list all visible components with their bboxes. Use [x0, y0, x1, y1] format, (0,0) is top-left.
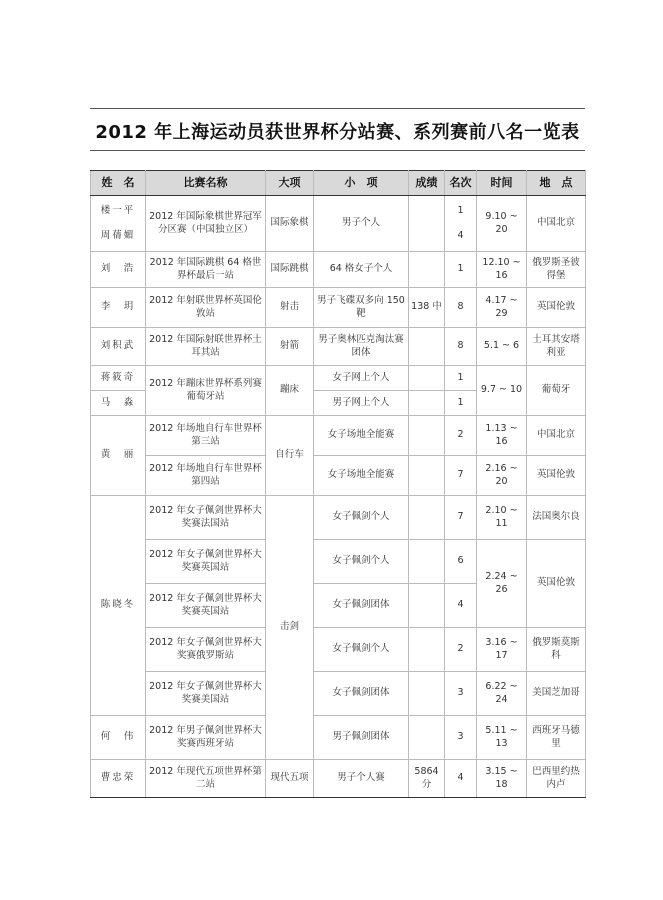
- sport-name: 国际跳棋: [266, 252, 314, 288]
- table-row: [91, 760, 586, 798]
- athlete-name: 蒋筱奇: [91, 366, 146, 391]
- place-value: 英国伦敦: [527, 540, 586, 628]
- place-value: 英国伦敦: [527, 288, 586, 328]
- time-value: 5.11 ~ 13: [477, 716, 527, 760]
- event-name: 2012 年场地自行车世界杯第四站: [146, 456, 266, 496]
- item-name: 女子场地全能赛: [314, 416, 409, 456]
- event-name: 2012 年蹦床世界杯系列赛葡萄牙站: [146, 366, 266, 416]
- place-value: 巴西里约热内卢: [527, 760, 586, 798]
- result-value: [409, 252, 445, 288]
- athlete-name-line: 周蒨媚: [100, 229, 136, 241]
- table-row: [91, 288, 586, 328]
- rank-value: 2: [445, 416, 477, 456]
- sport-name: 国际象棋: [266, 196, 314, 252]
- table-row: [91, 672, 586, 716]
- item-name: 男子奥林匹克淘汰赛团体: [314, 328, 409, 366]
- athlete-name-line: 楼一平: [100, 204, 136, 216]
- rank-value: 8: [445, 288, 477, 328]
- athlete-name: 黄 丽: [91, 416, 146, 496]
- sport-name: 射箭: [266, 328, 314, 366]
- header-name: 姓 名: [91, 171, 146, 196]
- event-name: 2012 年女子佩剑世界杯大奖赛英国站: [146, 584, 266, 628]
- athlete-name: 李 玥: [91, 288, 146, 328]
- result-value: [409, 391, 445, 416]
- rank-value: 1: [445, 366, 477, 391]
- time-value: 3.16 ~ 17: [477, 628, 527, 672]
- event-name: 2012 年国际跳棋 64 格世界杯最后一站: [146, 252, 266, 288]
- event-name: 2012 年国际射联世界杯土耳其站: [146, 328, 266, 366]
- header-place: 地 点: [527, 171, 586, 196]
- result-value: [409, 540, 445, 584]
- table-row: [91, 540, 586, 584]
- result-value: [409, 584, 445, 628]
- result-value: [409, 628, 445, 672]
- header-rank: 名次: [445, 171, 477, 196]
- place-value: 西班牙马德里: [527, 716, 586, 760]
- item-name: 女子佩剑个人: [314, 628, 409, 672]
- athlete-name: 陈晓冬: [91, 496, 146, 716]
- result-value: [409, 456, 445, 496]
- event-name: 2012 年射联世界杯英国伦敦站: [146, 288, 266, 328]
- result-value: [409, 328, 445, 366]
- result-value: 5864 分: [409, 760, 445, 798]
- rank-value: 3: [445, 716, 477, 760]
- table-row: [91, 716, 586, 760]
- item-name: 女子佩剑团体: [314, 672, 409, 716]
- item-name: 男子飞碟双多向 150 靶: [314, 288, 409, 328]
- table-row: [91, 628, 586, 672]
- place-value: 中国北京: [527, 196, 586, 252]
- sport-name: 自行车: [266, 416, 314, 496]
- item-name: 男子个人赛: [314, 760, 409, 798]
- title-rule: [90, 150, 585, 151]
- rank-value: 7: [445, 456, 477, 496]
- item-name: 女子佩剑个人: [314, 496, 409, 540]
- rank-value: 1: [445, 252, 477, 288]
- event-name: 2012 年女子佩剑世界杯大奖赛美国站: [146, 672, 266, 716]
- item-name: 女子佩剑团体: [314, 584, 409, 628]
- time-value: 4.17 ~ 29: [477, 288, 527, 328]
- rank-line: 1: [457, 204, 464, 216]
- time-value: 2.24 ~ 26: [477, 540, 527, 628]
- table-row: [91, 456, 586, 496]
- sport-name: 射击: [266, 288, 314, 328]
- header-item: 小 项: [314, 171, 409, 196]
- table-row: [91, 252, 586, 288]
- item-name: 男子网上个人: [314, 391, 409, 416]
- place-value: 俄罗斯圣彼得堡: [527, 252, 586, 288]
- rank-value: [445, 196, 477, 252]
- athlete-name: 何 伟: [91, 716, 146, 760]
- time-value: 2.10 ~ 11: [477, 496, 527, 540]
- result-value: [409, 196, 445, 252]
- rank-value: 8: [445, 328, 477, 366]
- athlete-name: 刘 浩: [91, 252, 146, 288]
- header-time: 时间: [477, 171, 527, 196]
- athlete-name: 刘积武: [91, 328, 146, 366]
- time-value: 3.15 ~ 18: [477, 760, 527, 798]
- event-name: 2012 年男子佩剑世界杯大奖赛西班牙站: [146, 716, 266, 760]
- place-value: 俄罗斯莫斯科: [527, 628, 586, 672]
- item-name: 女子场地全能赛: [314, 456, 409, 496]
- time-value: 6.22 ~ 24: [477, 672, 527, 716]
- time-value: 9.7 ~ 10: [477, 366, 527, 416]
- table-row: [91, 196, 586, 252]
- event-name: 2012 年女子佩剑世界杯大奖赛法国站: [146, 496, 266, 540]
- time-value: 9.10 ~ 20: [477, 196, 527, 252]
- time-value: 5.1 ~ 6: [477, 328, 527, 366]
- event-name: 2012 年国际象棋世界冠军分区赛（中国独立区）: [146, 196, 266, 252]
- page-title: 2012 年上海运动员获世界杯分站赛、系列赛前八名一览表: [95, 122, 580, 143]
- sport-name: 蹦床: [266, 366, 314, 416]
- top-rule: [90, 108, 585, 109]
- time-value: 2.16 ~ 20: [477, 456, 527, 496]
- header-result: 成绩: [409, 171, 445, 196]
- result-value: [409, 672, 445, 716]
- sport-name: 现代五项: [266, 760, 314, 798]
- result-value: 138 中: [409, 288, 445, 328]
- time-value: 1.13 ~ 16: [477, 416, 527, 456]
- table-row: [91, 496, 586, 540]
- header-event: 比赛名称: [146, 171, 266, 196]
- place-value: 美国芝加哥: [527, 672, 586, 716]
- place-value: 英国伦敦: [527, 456, 586, 496]
- result-value: [409, 416, 445, 456]
- place-value: 中国北京: [527, 416, 586, 456]
- result-value: [409, 716, 445, 760]
- rank-value: 2: [445, 628, 477, 672]
- rank-value: 4: [445, 760, 477, 798]
- rank-line: 4: [457, 229, 464, 241]
- item-name: 男子佩剑团体: [314, 716, 409, 760]
- time-value: 12.10 ~ 16: [477, 252, 527, 288]
- athlete-name: 曹忠荣: [91, 760, 146, 798]
- table-row: [91, 366, 586, 391]
- result-value: [409, 496, 445, 540]
- table-row: [91, 328, 586, 366]
- event-name: 2012 年场地自行车世界杯第三站: [146, 416, 266, 456]
- result-value: [409, 366, 445, 391]
- table-row: [91, 416, 586, 456]
- header-row: [91, 171, 586, 196]
- place-value: 土耳其安塔利亚: [527, 328, 586, 366]
- rank-value: 6: [445, 540, 477, 584]
- event-name: 2012 年女子佩剑世界杯大奖赛英国站: [146, 540, 266, 584]
- item-name: 64 格女子个人: [314, 252, 409, 288]
- athlete-name: [91, 196, 146, 252]
- event-name: 2012 年女子佩剑世界杯大奖赛俄罗斯站: [146, 628, 266, 672]
- item-name: 女子网上个人: [314, 366, 409, 391]
- athlete-name: 马 淼: [91, 391, 146, 416]
- event-name: 2012 年现代五项世界杯第二站: [146, 760, 266, 798]
- rank-value: 4: [445, 584, 477, 628]
- item-name: 男子个人: [314, 196, 409, 252]
- rank-value: 7: [445, 496, 477, 540]
- rank-value: 1: [445, 391, 477, 416]
- place-value: 葡萄牙: [527, 366, 586, 416]
- place-value: 法国奥尔良: [527, 496, 586, 540]
- item-name: 女子佩剑个人: [314, 540, 409, 584]
- sport-name: 击剑: [266, 496, 314, 760]
- rank-value: 3: [445, 672, 477, 716]
- results-table: [90, 170, 586, 798]
- header-sport: 大项: [266, 171, 314, 196]
